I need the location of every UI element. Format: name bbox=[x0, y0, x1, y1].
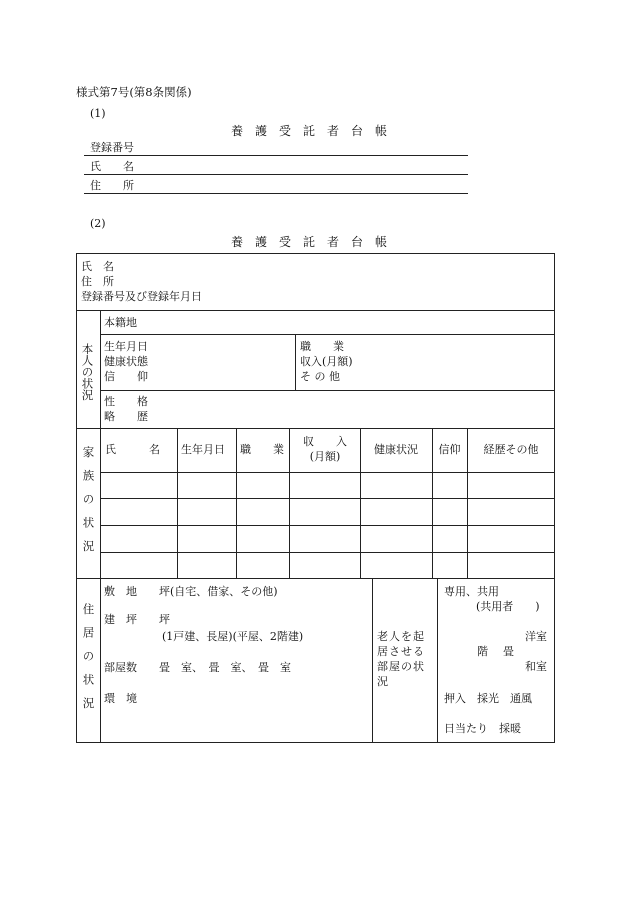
family-col-name: 氏 名 bbox=[105, 443, 160, 456]
part1-label: (1) bbox=[90, 107, 106, 120]
family-section-label: 家族の状況 bbox=[81, 446, 96, 564]
top-name-label: 氏 名 bbox=[81, 260, 114, 273]
person-section-label: 本人の状況 bbox=[80, 343, 95, 401]
rule-family-end bbox=[76, 578, 555, 579]
part2-label: (2) bbox=[90, 217, 106, 230]
honseki-label: 本籍地 bbox=[104, 316, 137, 329]
other-label: そ の 他 bbox=[300, 370, 340, 383]
environment-label: 環 境 bbox=[104, 692, 137, 705]
shared-with-label: (共用者 ) bbox=[476, 600, 540, 613]
rule-person-mid bbox=[100, 390, 555, 391]
part1-title: 養護受託者台帳 bbox=[230, 124, 399, 138]
family-col-birth: 生年月日 bbox=[181, 443, 225, 456]
elder-room-line1: 老人を起 bbox=[377, 630, 425, 643]
use-type-label: 専用、共用 bbox=[444, 585, 499, 598]
rule-family-col2 bbox=[236, 428, 237, 578]
birthdate-label: 生年月日 bbox=[104, 340, 148, 353]
history-label: 略 歴 bbox=[104, 410, 148, 423]
top-address-label: 住 所 bbox=[81, 275, 114, 288]
family-col-income-sub: (月額) bbox=[309, 450, 341, 463]
rule-family-row3 bbox=[100, 552, 555, 553]
western-room-label: 洋室 bbox=[525, 630, 547, 643]
rule-residence-col2 bbox=[437, 578, 438, 743]
site-area-label: 敷 地 坪(自宅、借家、その他) bbox=[104, 585, 278, 598]
rule-section-col bbox=[100, 310, 101, 743]
rule-family-row2 bbox=[100, 525, 555, 526]
income-label: 収入(月額) bbox=[300, 355, 353, 368]
rule-family-header bbox=[100, 472, 555, 473]
floor-area-label: 建 坪 坪 bbox=[104, 613, 170, 626]
rule-person-split bbox=[295, 334, 296, 390]
family-col-history: 経歴その他 bbox=[483, 443, 539, 456]
floor-label: 階 bbox=[477, 645, 488, 658]
part1-regno-label: 登録番号 bbox=[90, 141, 134, 154]
features-label: 押入 採光 通風 bbox=[444, 692, 532, 705]
tatami-label: 畳 bbox=[503, 645, 514, 658]
family-col-income: 収 入 bbox=[303, 435, 347, 448]
family-col-faith: 信仰 bbox=[438, 443, 461, 456]
part1-name-line bbox=[84, 174, 468, 175]
elder-room-line4: 況 bbox=[377, 675, 388, 688]
part1-name-label: 氏 名 bbox=[90, 160, 134, 173]
rule-family-row1 bbox=[100, 498, 555, 499]
job-label: 職 業 bbox=[300, 340, 344, 353]
health-label: 健康状態 bbox=[104, 355, 148, 368]
rule-family-col1 bbox=[177, 428, 178, 578]
family-col-health: 健康状況 bbox=[374, 443, 418, 456]
rule-top-section bbox=[76, 310, 555, 311]
rule-residence-col1 bbox=[372, 578, 373, 743]
family-col-job: 職 業 bbox=[240, 443, 284, 456]
building-type-label: (1戸建、長屋)(平屋、2階建) bbox=[162, 630, 304, 643]
elder-room-line2: 居させる bbox=[377, 645, 425, 658]
top-regno-label: 登録番号及び登録年月日 bbox=[81, 290, 202, 303]
japanese-room-label: 和室 bbox=[525, 660, 547, 673]
features2-label: 日当たり 採暖 bbox=[444, 722, 521, 735]
form-number: 様式第7号(第8条関係) bbox=[76, 85, 192, 99]
elder-room-line3: 部屋の状 bbox=[377, 660, 425, 673]
part1-address-line bbox=[84, 193, 468, 194]
faith-label: 信 仰 bbox=[104, 370, 148, 383]
residence-section-label: 住居の状況 bbox=[81, 603, 96, 721]
rule-honseki bbox=[100, 334, 555, 335]
part1-address-label: 住 所 bbox=[90, 179, 134, 192]
character-label: 性 格 bbox=[104, 395, 148, 408]
rule-person-end bbox=[76, 428, 555, 429]
part1-regno-line bbox=[84, 155, 468, 156]
part2-title: 養護受託者台帳 bbox=[230, 235, 399, 249]
rooms-label: 部屋数 畳 室、 畳 室、 畳 室 bbox=[104, 661, 291, 674]
